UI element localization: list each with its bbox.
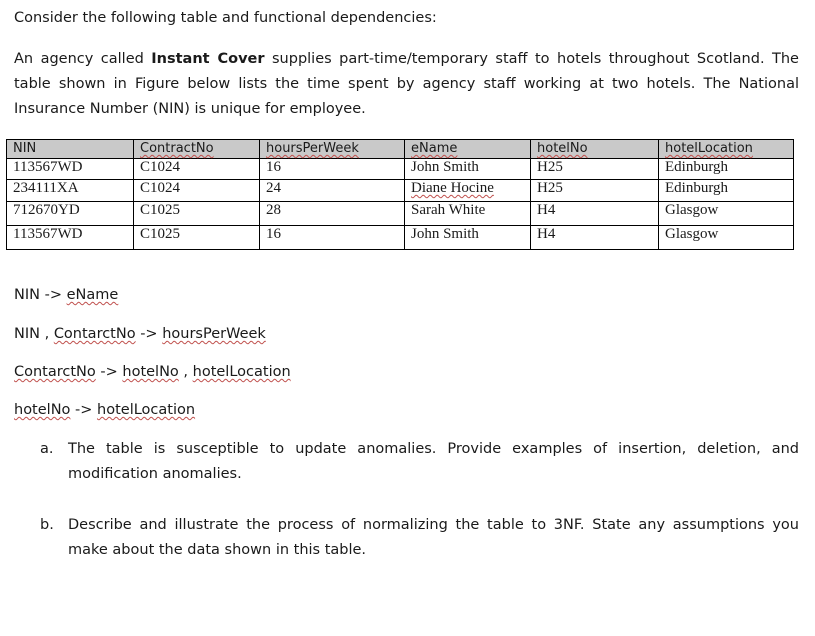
question-a-letter: a.: [40, 441, 54, 457]
header-hoursperweek-label: hoursPerWeek: [266, 141, 359, 156]
question-a-text: The table is susceptible to update anomalies. Provide examples of insertion, deletion, and modification anomalies.: [68, 441, 799, 482]
functional-dependency-3: [14, 364, 291, 380]
header-hoursperweek: [260, 140, 405, 159]
cell-nin: 113567WD: [7, 226, 134, 250]
fd4-arrow: ->: [70, 402, 98, 418]
fd3-rhs-2: hotelLocation: [192, 364, 291, 380]
cell-contractno: C1025: [134, 202, 260, 226]
fd2-sep: ,: [39, 326, 54, 342]
table-header-row: [7, 140, 794, 159]
fd1-lhs: NIN: [14, 287, 40, 303]
cell-ename: John Smith: [405, 226, 531, 250]
fd4-lhs: hotelNo: [14, 402, 71, 418]
cell-contractno: C1025: [134, 226, 260, 250]
header-ename: [405, 140, 531, 159]
cell-hotelno: H4: [531, 202, 659, 226]
fd1-arrow: ->: [39, 287, 67, 303]
para-after: supplies part-time/temporary staff to hotels throughout Scotland. The table shown in Figure below lists the time spent by agency staff working at two hotels. The National Insurance Number (NIN) is unique for employee.: [14, 51, 799, 117]
table-row: [7, 226, 794, 250]
intro-text: Consider the following table and functional dependencies:: [14, 10, 437, 26]
header-ename-label: eName: [411, 141, 458, 156]
cell-hoursperweek: 28: [260, 202, 405, 226]
header-hotellocation: [659, 140, 794, 159]
cell-hotelno: H25: [531, 159, 659, 180]
functional-dependency-2: [14, 326, 266, 342]
question-a: [40, 437, 799, 487]
fd2-lhs-1: NIN: [14, 326, 40, 342]
header-hotelno-label: hotelNo: [537, 141, 588, 156]
para-before: An agency called: [14, 51, 152, 67]
question-b-text: Describe and illustrate the process of normalizing the table to 3NF. State any assumptions you make about the data shown in this table.: [68, 517, 799, 558]
functional-dependency-1: [14, 287, 118, 303]
fd3-lhs: ContarctNo: [14, 364, 96, 380]
cell-hotelno: H4: [531, 226, 659, 250]
staff-hotel-table: [6, 139, 794, 250]
cell-hotellocation: Edinburgh: [659, 180, 794, 202]
question-b-letter: b.: [40, 517, 54, 533]
cell-ename-text: Diane Hocine: [411, 180, 494, 196]
table-row: [7, 202, 794, 226]
cell-ename: Sarah White: [405, 202, 531, 226]
functional-dependency-4: [14, 402, 195, 418]
header-hotellocation-label: hotelLocation: [665, 141, 753, 156]
cell-contractno: C1024: [134, 159, 260, 180]
cell-nin: 113567WD: [7, 159, 134, 180]
scenario-paragraph: [14, 47, 799, 122]
cell-ename: John Smith: [405, 159, 531, 180]
fd3-rhs-1: hotelNo: [122, 364, 179, 380]
cell-hotelno: H25: [531, 180, 659, 202]
fd4-rhs: hotelLocation: [97, 402, 196, 418]
table-row: [7, 180, 794, 202]
fd2-lhs-2: ContarctNo: [53, 326, 136, 342]
header-hotelno: [531, 140, 659, 159]
cell-hotellocation: Glasgow: [659, 202, 794, 226]
fd2-arrow: ->: [135, 326, 163, 342]
cell-nin: 234111XA: [7, 180, 134, 202]
fd3-arrow: ->: [95, 364, 123, 380]
fd1-rhs: eName: [66, 287, 119, 303]
cell-hotellocation: Edinburgh: [659, 159, 794, 180]
table-row: [7, 159, 794, 180]
cell-hoursperweek: 24: [260, 180, 405, 202]
header-contractno-label: ContractNo: [140, 141, 214, 156]
header-contractno: [134, 140, 260, 159]
cell-ename: [405, 180, 531, 202]
agency-name: Instant Cover: [151, 51, 265, 67]
header-nin: NIN: [7, 140, 134, 159]
cell-hoursperweek: 16: [260, 159, 405, 180]
question-b: [40, 513, 799, 563]
fd2-rhs: hoursPerWeek: [162, 326, 266, 342]
cell-nin: 712670YD: [7, 202, 134, 226]
fd3-sep: ,: [178, 364, 193, 380]
cell-hotellocation: Glasgow: [659, 226, 794, 250]
cell-hoursperweek: 16: [260, 226, 405, 250]
cell-contractno: C1024: [134, 180, 260, 202]
